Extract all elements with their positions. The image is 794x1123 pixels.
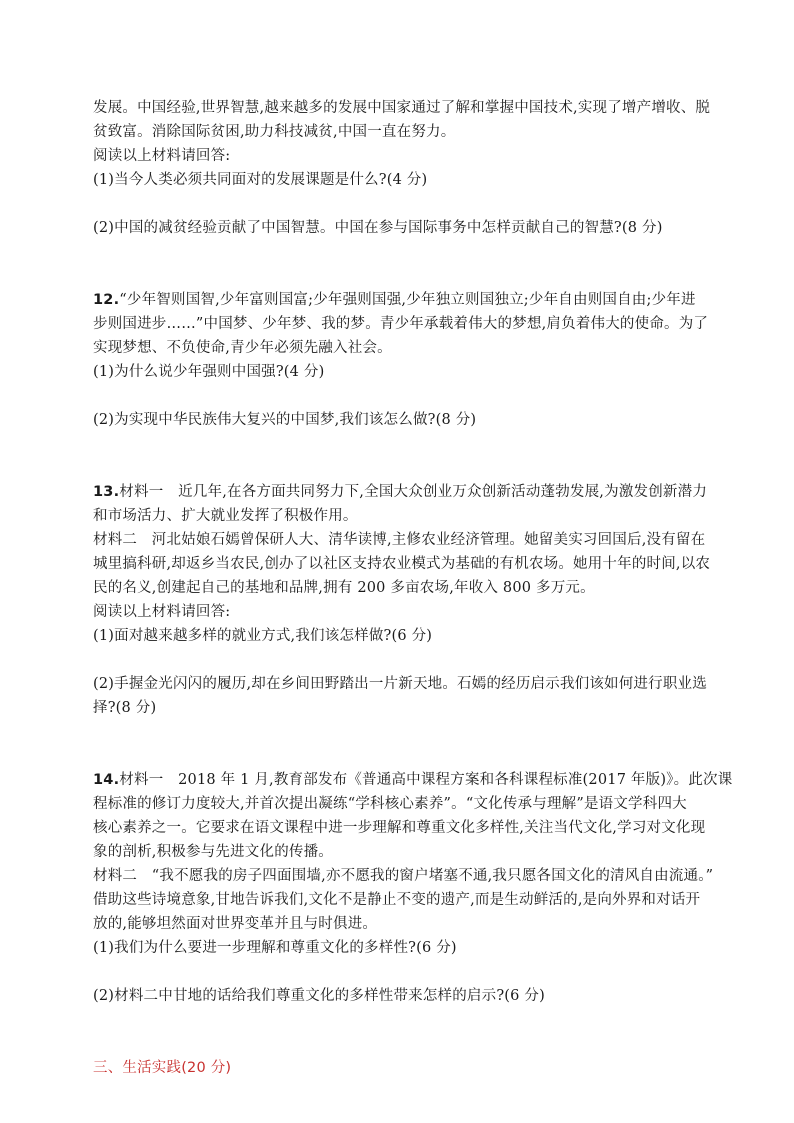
q12-line-2: 步则国进步……”中国梦、少年梦、我的梦。青少年承载着伟大的梦想,肩负着伟大的使命。为了 (93, 316, 709, 332)
intro-prompt: 阅读以上材料请回答: (93, 148, 231, 164)
q12-sub-question-1: (1)为什么说少年强则中国强?(4 分) (93, 364, 325, 380)
q12-number: 12. (93, 292, 120, 308)
q13-line-2: 和市场活力、扩大就业发挥了积极作用。 (93, 508, 358, 524)
q13-text-1: 材料一 近几年,在各方面共同努力下,全国大众创业万众创新活动蓬勃发展,为激发创新潜力 (119, 484, 708, 500)
q13-sub-question-1: (1)面对越来越多样的就业方式,我们该怎样做?(6 分) (93, 628, 433, 644)
q14-line-5: 材料二 “我不愿我的房子四面围墙,亦不愿我的窗户堵塞不通,我只愿各国文化的清风自由流通。” (93, 868, 714, 884)
q14-line-2: 程标准的修订力度较大,并首次提出凝练“学科核心素养”。“文化传承与理解”是语文学科四大 (93, 796, 687, 812)
q13-line-5: 民的名义,创建起自己的基地和品牌,拥有 200 多亩农场,年收入 800 多万元。 (93, 580, 595, 596)
q13-number: 13. (93, 484, 120, 500)
q14-line-7: 放的,能够坦然面对世界变革并且与时俱进。 (93, 916, 378, 932)
q14-line-4: 象的剖析,积极参与先进文化的传播。 (93, 844, 334, 860)
q14-text-1: 材料一 2018 年 1 月,教育部发布《普通高中课程方案和各科课程标准(2017 年版)》。此次课 (119, 772, 733, 788)
intro-line-1: 发展。中国经验,世界智慧,越来越多的发展中国家通过了解和掌握中国技术,实现了增产增收、脱 (93, 100, 711, 116)
q14-line-6: 借助这些诗境意象,甘地告诉我们,文化不是静止不变的遗产,而是生动鲜活的,是向外界和对话开 (93, 892, 701, 908)
q14-sub-question-2: (2)材料二中甘地的话给我们尊重文化的多样性带来怎样的启示?(6 分) (93, 988, 545, 1004)
section-3-heading: 三、生活实践(20 分) (93, 1060, 232, 1076)
q13-line-4: 城里搞科研,却返乡当农民,创办了以社区支持农业模式为基础的有机农场。她用十年的时间,以农 (93, 556, 711, 572)
q13-sub-question-2a: (2)手握金光闪闪的履历,却在乡间田野踏出一片新天地。石嫣的经历启示我们该如何进行职业选 (93, 676, 707, 692)
q12-text-1: “少年智则国智,少年富则国富;少年强则国强,少年独立则国独立;少年自由则国自由;少年进 (119, 292, 696, 308)
intro-sub-question-2: (2)中国的减贫经验贡献了中国智慧。中国在参与国际事务中怎样贡献自己的智慧?(8 分) (93, 220, 663, 236)
q12-line-3: 实现梦想、不负使命,青少年必须先融入社会。 (93, 340, 392, 356)
q12-line-1 (93, 290, 713, 310)
q14-sub-question-1: (1)我们为什么要进一步理解和尊重文化的多样性?(6 分) (93, 940, 457, 956)
intro-sub-question-1: (1)当今人类必须共同面对的发展课题是什么?(4 分) (93, 172, 428, 188)
q12-sub-question-2: (2)为实现中华民族伟大复兴的中国梦,我们该怎么做?(8 分) (93, 412, 477, 428)
intro-line-2: 贫致富。消除国际贫困,助力科技减贫,中国一直在努力。 (93, 124, 456, 140)
q13-line-3: 材料二 河北姑娘石嫣曾保研人大、清华读博,主修农业经济管理。她留美实习回国后,没有留在 (93, 532, 706, 548)
q14-number: 14. (93, 772, 120, 788)
q14-line-1 (93, 770, 733, 790)
q14-line-3: 核心素养之一。它要求在语文课程中进一步理解和尊重文化多样性,关注当代文化,学习对文化现 (93, 820, 706, 836)
q13-sub-question-2b: 择?(8 分) (93, 700, 157, 716)
q13-line-1 (93, 482, 713, 502)
q13-prompt: 阅读以上材料请回答: (93, 604, 231, 620)
